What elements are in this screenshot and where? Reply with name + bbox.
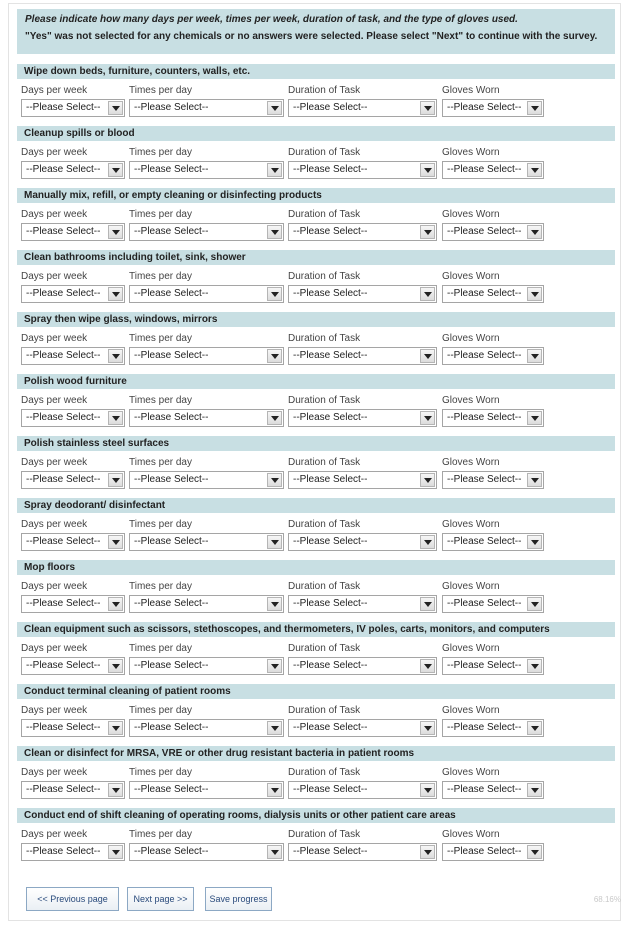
times-per-day-label: Times per day xyxy=(129,85,192,96)
times-per-day-label: Times per day xyxy=(129,829,192,840)
dropdown-arrow-icon[interactable] xyxy=(108,721,123,735)
times-per-day-label: Times per day xyxy=(129,209,192,220)
select-value: --Please Select-- xyxy=(447,536,522,547)
task-title: Wipe down beds, furniture, counters, walls, etc. xyxy=(17,64,615,79)
select-value: --Please Select-- xyxy=(26,536,101,547)
dropdown-arrow-icon[interactable] xyxy=(420,163,435,177)
times-per-day-select[interactable] xyxy=(129,843,284,861)
dropdown-arrow-icon[interactable] xyxy=(527,845,542,859)
gloves-worn-label: Gloves Worn xyxy=(442,767,500,778)
dropdown-arrow-icon[interactable] xyxy=(108,101,123,115)
duration-of-task-select[interactable] xyxy=(288,161,437,179)
gloves-worn-select[interactable] xyxy=(442,843,544,861)
select-value: --Please Select-- xyxy=(26,784,101,795)
gloves-worn-select[interactable] xyxy=(442,99,544,117)
duration-of-task-label: Duration of Task xyxy=(288,519,361,530)
task-title: Cleanup spills or blood xyxy=(17,126,615,141)
dropdown-arrow-icon[interactable] xyxy=(527,101,542,115)
gloves-worn-select[interactable] xyxy=(442,719,544,737)
days-per-week-select[interactable] xyxy=(21,99,125,117)
dropdown-arrow-icon[interactable] xyxy=(267,597,282,611)
task-title: Spray then wipe glass, windows, mirrors xyxy=(17,312,615,327)
duration-of-task-label: Duration of Task xyxy=(288,147,361,158)
days-per-week-select[interactable] xyxy=(21,843,125,861)
dropdown-arrow-icon[interactable] xyxy=(527,411,542,425)
task-section xyxy=(17,374,615,436)
dropdown-arrow-icon[interactable] xyxy=(527,597,542,611)
task-section xyxy=(17,126,615,188)
gloves-worn-label: Gloves Worn xyxy=(442,147,500,158)
next-page-button[interactable]: Next page >> xyxy=(127,887,194,911)
duration-of-task-label: Duration of Task xyxy=(288,643,361,654)
duration-of-task-select[interactable] xyxy=(288,285,437,303)
task-section xyxy=(17,684,615,746)
duration-of-task-select[interactable] xyxy=(288,409,437,427)
days-per-week-label: Days per week xyxy=(21,519,88,530)
select-value: --Please Select-- xyxy=(134,660,209,671)
select-value: --Please Select-- xyxy=(447,102,522,113)
duration-of-task-label: Duration of Task xyxy=(288,209,361,220)
times-per-day-label: Times per day xyxy=(129,395,192,406)
task-section xyxy=(17,746,615,808)
save-progress-button[interactable]: Save progress xyxy=(205,887,272,911)
gloves-worn-label: Gloves Worn xyxy=(442,829,500,840)
select-value: --Please Select-- xyxy=(26,350,101,361)
gloves-worn-select[interactable] xyxy=(442,781,544,799)
dropdown-arrow-icon[interactable] xyxy=(108,349,123,363)
gloves-worn-label: Gloves Worn xyxy=(442,705,500,716)
task-title: Mop floors xyxy=(17,560,615,575)
days-per-week-select[interactable] xyxy=(21,223,125,241)
task-section xyxy=(17,622,615,684)
dropdown-arrow-icon[interactable] xyxy=(267,783,282,797)
select-value: --Please Select-- xyxy=(293,660,368,671)
dropdown-arrow-icon[interactable] xyxy=(108,845,123,859)
times-per-day-select[interactable] xyxy=(129,657,284,675)
select-value: --Please Select-- xyxy=(26,102,101,113)
dropdown-arrow-icon[interactable] xyxy=(527,349,542,363)
select-value: --Please Select-- xyxy=(447,350,522,361)
dropdown-arrow-icon[interactable] xyxy=(267,659,282,673)
days-per-week-label: Days per week xyxy=(21,829,88,840)
duration-of-task-select[interactable] xyxy=(288,471,437,489)
days-per-week-label: Days per week xyxy=(21,643,88,654)
select-value: --Please Select-- xyxy=(447,412,522,423)
days-per-week-label: Days per week xyxy=(21,209,88,220)
dropdown-arrow-icon[interactable] xyxy=(527,287,542,301)
select-value: --Please Select-- xyxy=(134,288,209,299)
task-title: Spray deodorant/ disinfectant xyxy=(17,498,615,513)
dropdown-arrow-icon[interactable] xyxy=(527,163,542,177)
dropdown-arrow-icon[interactable] xyxy=(420,535,435,549)
dropdown-arrow-icon[interactable] xyxy=(108,597,123,611)
dropdown-arrow-icon[interactable] xyxy=(420,845,435,859)
times-per-day-label: Times per day xyxy=(129,271,192,282)
select-value: --Please Select-- xyxy=(447,660,522,671)
days-per-week-select[interactable] xyxy=(21,719,125,737)
times-per-day-label: Times per day xyxy=(129,333,192,344)
select-value: --Please Select-- xyxy=(293,784,368,795)
duration-of-task-label: Duration of Task xyxy=(288,395,361,406)
task-title: Polish stainless steel surfaces xyxy=(17,436,615,451)
days-per-week-select[interactable] xyxy=(21,657,125,675)
select-value: --Please Select-- xyxy=(26,226,101,237)
gloves-worn-label: Gloves Worn xyxy=(442,519,500,530)
duration-of-task-select[interactable] xyxy=(288,347,437,365)
dropdown-arrow-icon[interactable] xyxy=(420,659,435,673)
days-per-week-label: Days per week xyxy=(21,581,88,592)
dropdown-arrow-icon[interactable] xyxy=(420,101,435,115)
times-per-day-select[interactable] xyxy=(129,719,284,737)
times-per-day-label: Times per day xyxy=(129,147,192,158)
dropdown-arrow-icon[interactable] xyxy=(527,225,542,239)
dropdown-arrow-icon[interactable] xyxy=(108,163,123,177)
dropdown-arrow-icon[interactable] xyxy=(420,225,435,239)
days-per-week-label: Days per week xyxy=(21,333,88,344)
days-per-week-select[interactable] xyxy=(21,533,125,551)
select-value: --Please Select-- xyxy=(447,784,522,795)
task-section xyxy=(17,188,615,250)
select-value: --Please Select-- xyxy=(134,412,209,423)
gloves-worn-label: Gloves Worn xyxy=(442,333,500,344)
days-per-week-select[interactable] xyxy=(21,409,125,427)
task-section xyxy=(17,250,615,312)
duration-of-task-label: Duration of Task xyxy=(288,85,361,96)
dropdown-arrow-icon[interactable] xyxy=(108,411,123,425)
select-value: --Please Select-- xyxy=(447,598,522,609)
task-title: Polish wood furniture xyxy=(17,374,615,389)
select-value: --Please Select-- xyxy=(293,846,368,857)
days-per-week-label: Days per week xyxy=(21,85,88,96)
dropdown-arrow-icon[interactable] xyxy=(527,535,542,549)
previous-page-button[interactable]: << Previous page xyxy=(26,887,119,911)
gloves-worn-select[interactable] xyxy=(442,533,544,551)
select-value: --Please Select-- xyxy=(26,288,101,299)
times-per-day-select[interactable] xyxy=(129,533,284,551)
dropdown-arrow-icon[interactable] xyxy=(108,473,123,487)
dropdown-arrow-icon[interactable] xyxy=(108,783,123,797)
gloves-worn-select[interactable] xyxy=(442,471,544,489)
days-per-week-label: Days per week xyxy=(21,705,88,716)
times-per-day-select[interactable] xyxy=(129,471,284,489)
select-value: --Please Select-- xyxy=(293,226,368,237)
select-value: --Please Select-- xyxy=(447,226,522,237)
dropdown-arrow-icon[interactable] xyxy=(420,349,435,363)
dropdown-arrow-icon[interactable] xyxy=(420,411,435,425)
select-value: --Please Select-- xyxy=(447,164,522,175)
gloves-worn-select[interactable] xyxy=(442,595,544,613)
select-value: --Please Select-- xyxy=(26,660,101,671)
dropdown-arrow-icon[interactable] xyxy=(527,721,542,735)
survey-page xyxy=(8,3,621,921)
gloves-worn-select[interactable] xyxy=(442,161,544,179)
dropdown-arrow-icon[interactable] xyxy=(267,163,282,177)
select-value: --Please Select-- xyxy=(134,164,209,175)
times-per-day-select[interactable] xyxy=(129,409,284,427)
duration-of-task-select[interactable] xyxy=(288,223,437,241)
gloves-worn-label: Gloves Worn xyxy=(442,581,500,592)
select-value: --Please Select-- xyxy=(293,536,368,547)
times-per-day-select[interactable] xyxy=(129,223,284,241)
dropdown-arrow-icon[interactable] xyxy=(267,535,282,549)
select-value: --Please Select-- xyxy=(447,288,522,299)
task-section xyxy=(17,312,615,374)
select-value: --Please Select-- xyxy=(293,412,368,423)
dropdown-arrow-icon[interactable] xyxy=(420,721,435,735)
select-value: --Please Select-- xyxy=(293,474,368,485)
select-value: --Please Select-- xyxy=(26,474,101,485)
gloves-worn-label: Gloves Worn xyxy=(442,457,500,468)
task-title: Manually mix, refill, or empty cleaning or disinfecting products xyxy=(17,188,615,203)
duration-of-task-label: Duration of Task xyxy=(288,457,361,468)
dropdown-arrow-icon[interactable] xyxy=(267,225,282,239)
gloves-worn-label: Gloves Worn xyxy=(442,395,500,406)
duration-of-task-label: Duration of Task xyxy=(288,333,361,344)
days-per-week-label: Days per week xyxy=(21,271,88,282)
dropdown-arrow-icon[interactable] xyxy=(420,783,435,797)
times-per-day-label: Times per day xyxy=(129,519,192,530)
select-value: --Please Select-- xyxy=(293,722,368,733)
task-section xyxy=(17,436,615,498)
duration-of-task-label: Duration of Task xyxy=(288,705,361,716)
dropdown-arrow-icon[interactable] xyxy=(267,101,282,115)
days-per-week-select[interactable] xyxy=(21,781,125,799)
times-per-day-label: Times per day xyxy=(129,705,192,716)
days-per-week-label: Days per week xyxy=(21,147,88,158)
select-value: --Please Select-- xyxy=(26,164,101,175)
select-value: --Please Select-- xyxy=(293,350,368,361)
times-per-day-select[interactable] xyxy=(129,347,284,365)
days-per-week-label: Days per week xyxy=(21,767,88,778)
times-per-day-select[interactable] xyxy=(129,99,284,117)
task-title: Clean bathrooms including toilet, sink, shower xyxy=(17,250,615,265)
days-per-week-select[interactable] xyxy=(21,347,125,365)
dropdown-arrow-icon[interactable] xyxy=(420,473,435,487)
dropdown-arrow-icon[interactable] xyxy=(267,721,282,735)
days-per-week-select[interactable] xyxy=(21,161,125,179)
task-section xyxy=(17,64,615,126)
instructions-box xyxy=(17,9,615,54)
duration-of-task-select[interactable] xyxy=(288,781,437,799)
gloves-worn-select[interactable] xyxy=(442,285,544,303)
days-per-week-select[interactable] xyxy=(21,285,125,303)
task-list xyxy=(17,64,615,870)
select-value: --Please Select-- xyxy=(26,412,101,423)
times-per-day-select[interactable] xyxy=(129,781,284,799)
gloves-worn-label: Gloves Worn xyxy=(442,209,500,220)
duration-of-task-select[interactable] xyxy=(288,99,437,117)
gloves-worn-select[interactable] xyxy=(442,223,544,241)
survey-content xyxy=(17,9,615,870)
select-value: --Please Select-- xyxy=(134,846,209,857)
gloves-worn-label: Gloves Worn xyxy=(442,643,500,654)
instructions-line-1: Please indicate how many days per week, times per week, duration of task, and the type of gloves used. xyxy=(25,14,518,25)
duration-of-task-select[interactable] xyxy=(288,843,437,861)
select-value: --Please Select-- xyxy=(134,102,209,113)
task-section xyxy=(17,808,615,870)
duration-of-task-select[interactable] xyxy=(288,595,437,613)
times-per-day-label: Times per day xyxy=(129,581,192,592)
select-value: --Please Select-- xyxy=(26,722,101,733)
dropdown-arrow-icon[interactable] xyxy=(527,473,542,487)
select-value: --Please Select-- xyxy=(134,722,209,733)
duration-of-task-label: Duration of Task xyxy=(288,767,361,778)
duration-of-task-label: Duration of Task xyxy=(288,271,361,282)
dropdown-arrow-icon[interactable] xyxy=(108,225,123,239)
dropdown-arrow-icon[interactable] xyxy=(108,659,123,673)
select-value: --Please Select-- xyxy=(447,846,522,857)
task-title: Conduct end of shift cleaning of operating rooms, dialysis units or other patient care areas xyxy=(17,808,615,823)
task-title: Conduct terminal cleaning of patient rooms xyxy=(17,684,615,699)
days-per-week-select[interactable] xyxy=(21,471,125,489)
times-per-day-label: Times per day xyxy=(129,767,192,778)
times-per-day-select[interactable] xyxy=(129,161,284,179)
select-value: --Please Select-- xyxy=(134,226,209,237)
dropdown-arrow-icon[interactable] xyxy=(108,287,123,301)
days-per-week-select[interactable] xyxy=(21,595,125,613)
navigation-bar xyxy=(26,887,621,913)
instructions-line-2: "Yes" was not selected for any chemicals or no answers were selected. Please select "Next" to continue with the survey. xyxy=(25,31,598,42)
task-section xyxy=(17,560,615,622)
gloves-worn-label: Gloves Worn xyxy=(442,85,500,96)
dropdown-arrow-icon[interactable] xyxy=(420,597,435,611)
duration-of-task-label: Duration of Task xyxy=(288,581,361,592)
duration-of-task-select[interactable] xyxy=(288,657,437,675)
dropdown-arrow-icon[interactable] xyxy=(108,535,123,549)
select-value: --Please Select-- xyxy=(26,598,101,609)
select-value: --Please Select-- xyxy=(134,350,209,361)
select-value: --Please Select-- xyxy=(293,102,368,113)
task-section xyxy=(17,498,615,560)
dropdown-arrow-icon[interactable] xyxy=(267,845,282,859)
select-value: --Please Select-- xyxy=(293,288,368,299)
dropdown-arrow-icon[interactable] xyxy=(527,659,542,673)
times-per-day-select[interactable] xyxy=(129,285,284,303)
days-per-week-label: Days per week xyxy=(21,395,88,406)
dropdown-arrow-icon[interactable] xyxy=(267,473,282,487)
select-value: --Please Select-- xyxy=(26,846,101,857)
days-per-week-label: Days per week xyxy=(21,457,88,468)
gloves-worn-label: Gloves Worn xyxy=(442,271,500,282)
select-value: --Please Select-- xyxy=(134,598,209,609)
times-per-day-select[interactable] xyxy=(129,595,284,613)
times-per-day-label: Times per day xyxy=(129,643,192,654)
dropdown-arrow-icon[interactable] xyxy=(267,349,282,363)
dropdown-arrow-icon[interactable] xyxy=(420,287,435,301)
dropdown-arrow-icon[interactable] xyxy=(527,783,542,797)
times-per-day-label: Times per day xyxy=(129,457,192,468)
select-value: --Please Select-- xyxy=(293,164,368,175)
select-value: --Please Select-- xyxy=(134,536,209,547)
gloves-worn-select[interactable] xyxy=(442,347,544,365)
duration-of-task-select[interactable] xyxy=(288,533,437,551)
select-value: --Please Select-- xyxy=(293,598,368,609)
task-title: Clean equipment such as scissors, stethoscopes, and thermometers, IV poles, carts, monitors, and computers xyxy=(17,622,615,637)
task-title: Clean or disinfect for MRSA, VRE or other drug resistant bacteria in patient rooms xyxy=(17,746,615,761)
select-value: --Please Select-- xyxy=(134,474,209,485)
progress-percent: 68.16% xyxy=(593,895,621,904)
duration-of-task-select[interactable] xyxy=(288,719,437,737)
dropdown-arrow-icon[interactable] xyxy=(267,411,282,425)
gloves-worn-select[interactable] xyxy=(442,657,544,675)
select-value: --Please Select-- xyxy=(134,784,209,795)
select-value: --Please Select-- xyxy=(447,474,522,485)
gloves-worn-select[interactable] xyxy=(442,409,544,427)
select-value: --Please Select-- xyxy=(447,722,522,733)
dropdown-arrow-icon[interactable] xyxy=(267,287,282,301)
duration-of-task-label: Duration of Task xyxy=(288,829,361,840)
